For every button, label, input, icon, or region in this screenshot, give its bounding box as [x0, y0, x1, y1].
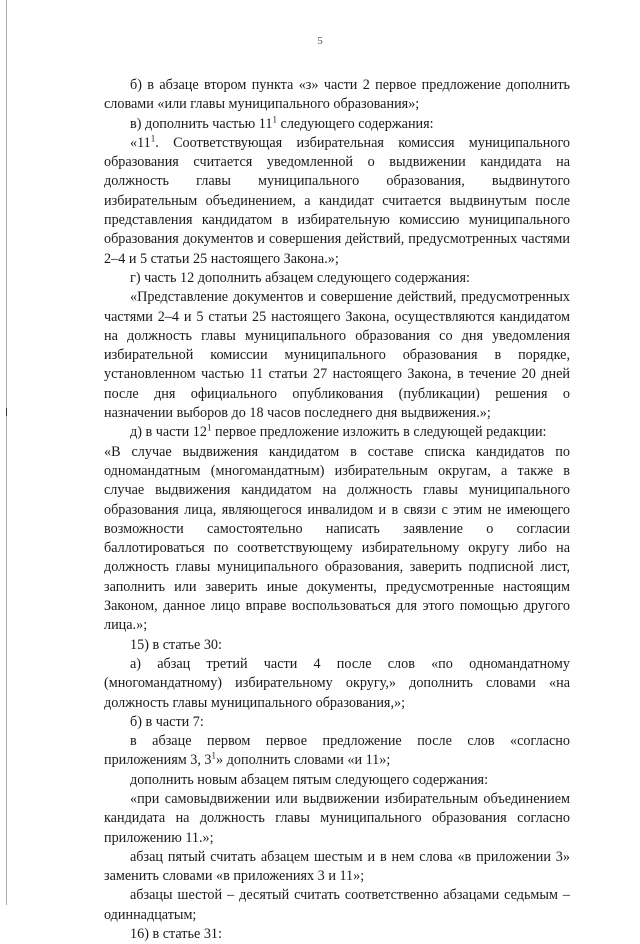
paragraph: абзац пятый считать абзацем шестым и в нем слова «в приложении 3» заменить словами «в приложениях 3 и 11»; [104, 848, 570, 885]
superscript: 1 [272, 113, 277, 124]
paragraph: б) в абзаце втором пункта «з» части 2 первое предложение дополнить словами «или главы муниципального образования»; [104, 77, 570, 113]
page-edge-line [6, 0, 7, 905]
paragraph: абзацы шестой – десятый считать соответственно абзацами седьмым – одиннадцатым; [104, 887, 570, 923]
paragraph: дополнить новым абзацем пятым следующего содержания: [130, 771, 489, 788]
paragraph: «при самовыдвижении или выдвижении избирательным объединением кандидата на должность главы муниципального образования согласно приложению 11.»; [104, 790, 570, 846]
page-number: 5 [317, 35, 323, 47]
superscript: 1 [211, 750, 217, 761]
superscript: 1 [207, 422, 212, 433]
document-body [104, 76, 570, 944]
paragraph: а) абзац третий части 4 после слов «по одномандатному (многомандатному) избирательному округу,» дополнить словами «на должность главы муниципального образования,»; [104, 655, 570, 711]
paragraph: «В случае выдвижения кандидатом в составе списка кандидатов по одномандатным (многомандатным) избирательным округам, а также в случае выдвижения кандидатом на должность главы муниципального образования лица, являющегося инвалидом и в связи с этим не имеющего возможности самостоятельно написать заявление о согласии баллотироваться по соответствующему избирательному округу либо на должность главы муниципального образования, заверить подписной лист, заполнить или заверить иные документы, предусмотренные настоящим Законом, данное лицо вправе воспользоваться для этого помощью другого лица.»; [104, 443, 570, 634]
page-edge-mark [6, 408, 7, 416]
paragraph: б) в части 7: [130, 713, 204, 730]
paragraph: г) часть 12 дополнить абзацем следующего содержания: [130, 269, 470, 286]
paragraph: 15) в статье 30: [130, 636, 222, 653]
paragraph: 16) в статье 31: [130, 926, 222, 943]
paragraph: «Представление документов и совершение действий, предусмотренных частями 2–4 и 5 статьи 25 настоящего Закона, осуществляются кандидатом на должность главы муниципального образования со дня уведомления избирательной комиссии муниципального образования в порядке, установленном частью 11 статьи 27 настоящего Закона, в течение 20 дней после дня официального опубликования (публикации) решения о назначении выборов до 18 часов последнего дня выдвижения.»; [104, 289, 570, 422]
paragraph: в) дополнить частью $11^1$ следующего содержания: [130, 113, 434, 132]
paragraph: д) в части $12^1$ первое предложение изложить в следующей редакции: [130, 422, 547, 441]
superscript: 1 [150, 133, 156, 144]
paragraph: «$11^1$. Соответствующая избирательная комиссия муниципального образования считается уведомленной о выдвижении кандидата на должность главы муниципального образования, выдвинутого избирательным объединением, а кандидат считается выдвинутым после представления кандидатом в избирательную комиссию муниципального образования документов и совершения действий, предусмотренных частями 2–4 и 5 статьи 25 настоящего Закона.»; [104, 133, 570, 267]
paragraph: в абзаце первом первое предложение после слов «согласно приложениям 3, $3^1$» дополнить словами «и 11»; [104, 733, 570, 769]
